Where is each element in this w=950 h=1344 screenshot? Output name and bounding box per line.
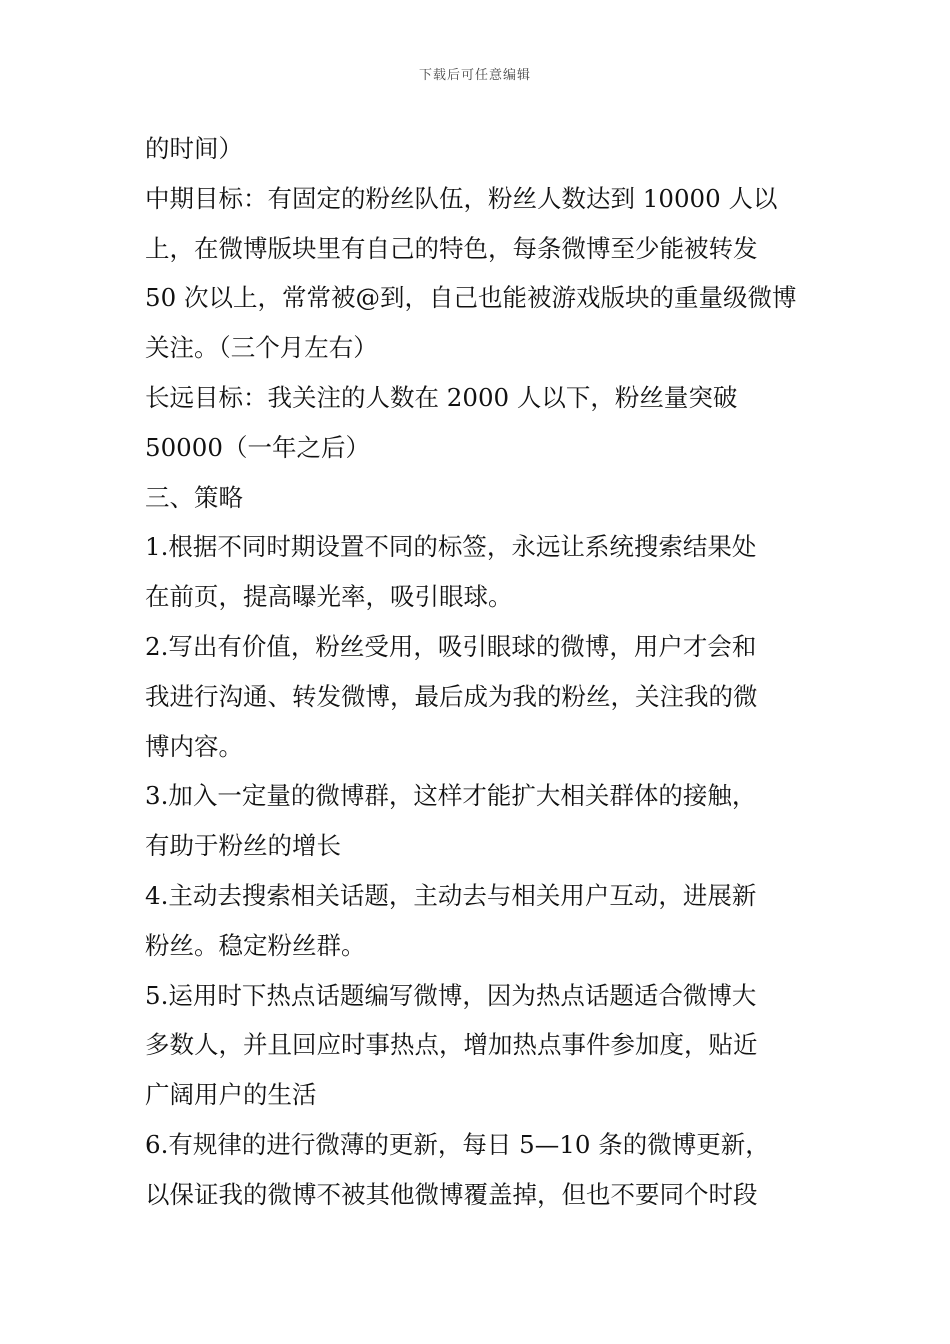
text-line: 长远目标：我关注的人数在 2000 人以下，粉丝量突破 — [145, 382, 738, 412]
text-line: 50000（一年之后） — [145, 432, 370, 462]
text-line: 广阔用户的生活 — [145, 1080, 317, 1110]
text-line: 有助于粉丝的增长 — [145, 831, 341, 861]
text-line: 中期目标：有固定的粉丝队伍，粉丝人数达到 10000 人以 — [145, 183, 778, 213]
text-line: 1.根据不同时期设置不同的标签，永远让系统搜索结果处 — [145, 532, 757, 562]
text-line: 粉丝。稳定粉丝群。 — [145, 930, 366, 960]
text-line: 6.有规律的进行微薄的更新，每日 5—10 条的微博更新， — [145, 1129, 770, 1159]
text-line: 在前页，提高曝光率，吸引眼球。 — [145, 582, 513, 612]
text-line: 5.运用时下热点话题编写微博，因为热点话题适合微博大 — [145, 980, 757, 1010]
text-line: 多数人，并且回应时事热点，增加热点事件参加度，贴近 — [145, 1030, 758, 1060]
text-line: 4.主动去搜索相关话题，主动去与相关用户互动，进展新 — [145, 880, 757, 910]
text-line: 上，在微博版块里有自己的特色，每条微博至少能被转发 — [145, 233, 758, 263]
section-heading: 三、策略 — [145, 482, 243, 512]
text-line: 博内容。 — [145, 731, 243, 761]
document-body — [145, 124, 815, 1220]
text-line: 以保证我的微博不被其他微博覆盖掉，但也不要同个时段 — [145, 1179, 758, 1209]
text-line: 的时间） — [145, 134, 243, 163]
page-header: 下载后可任意编辑 — [418, 68, 531, 83]
text-line: 2.写出有价值，粉丝受用，吸引眼球的微博，用户才会和 — [145, 631, 757, 661]
text-line: 3.加入一定量的微博群，这样才能扩大相关群体的接触， — [145, 781, 757, 811]
text-line: 我进行沟通、转发微博，最后成为我的粉丝，关注我的微 — [145, 681, 758, 711]
text-line: 50 次以上，常常被@到，自己也能被游戏版块的重量级微博 — [145, 283, 797, 313]
text-line: 关注。（三个月左右） — [145, 333, 378, 363]
